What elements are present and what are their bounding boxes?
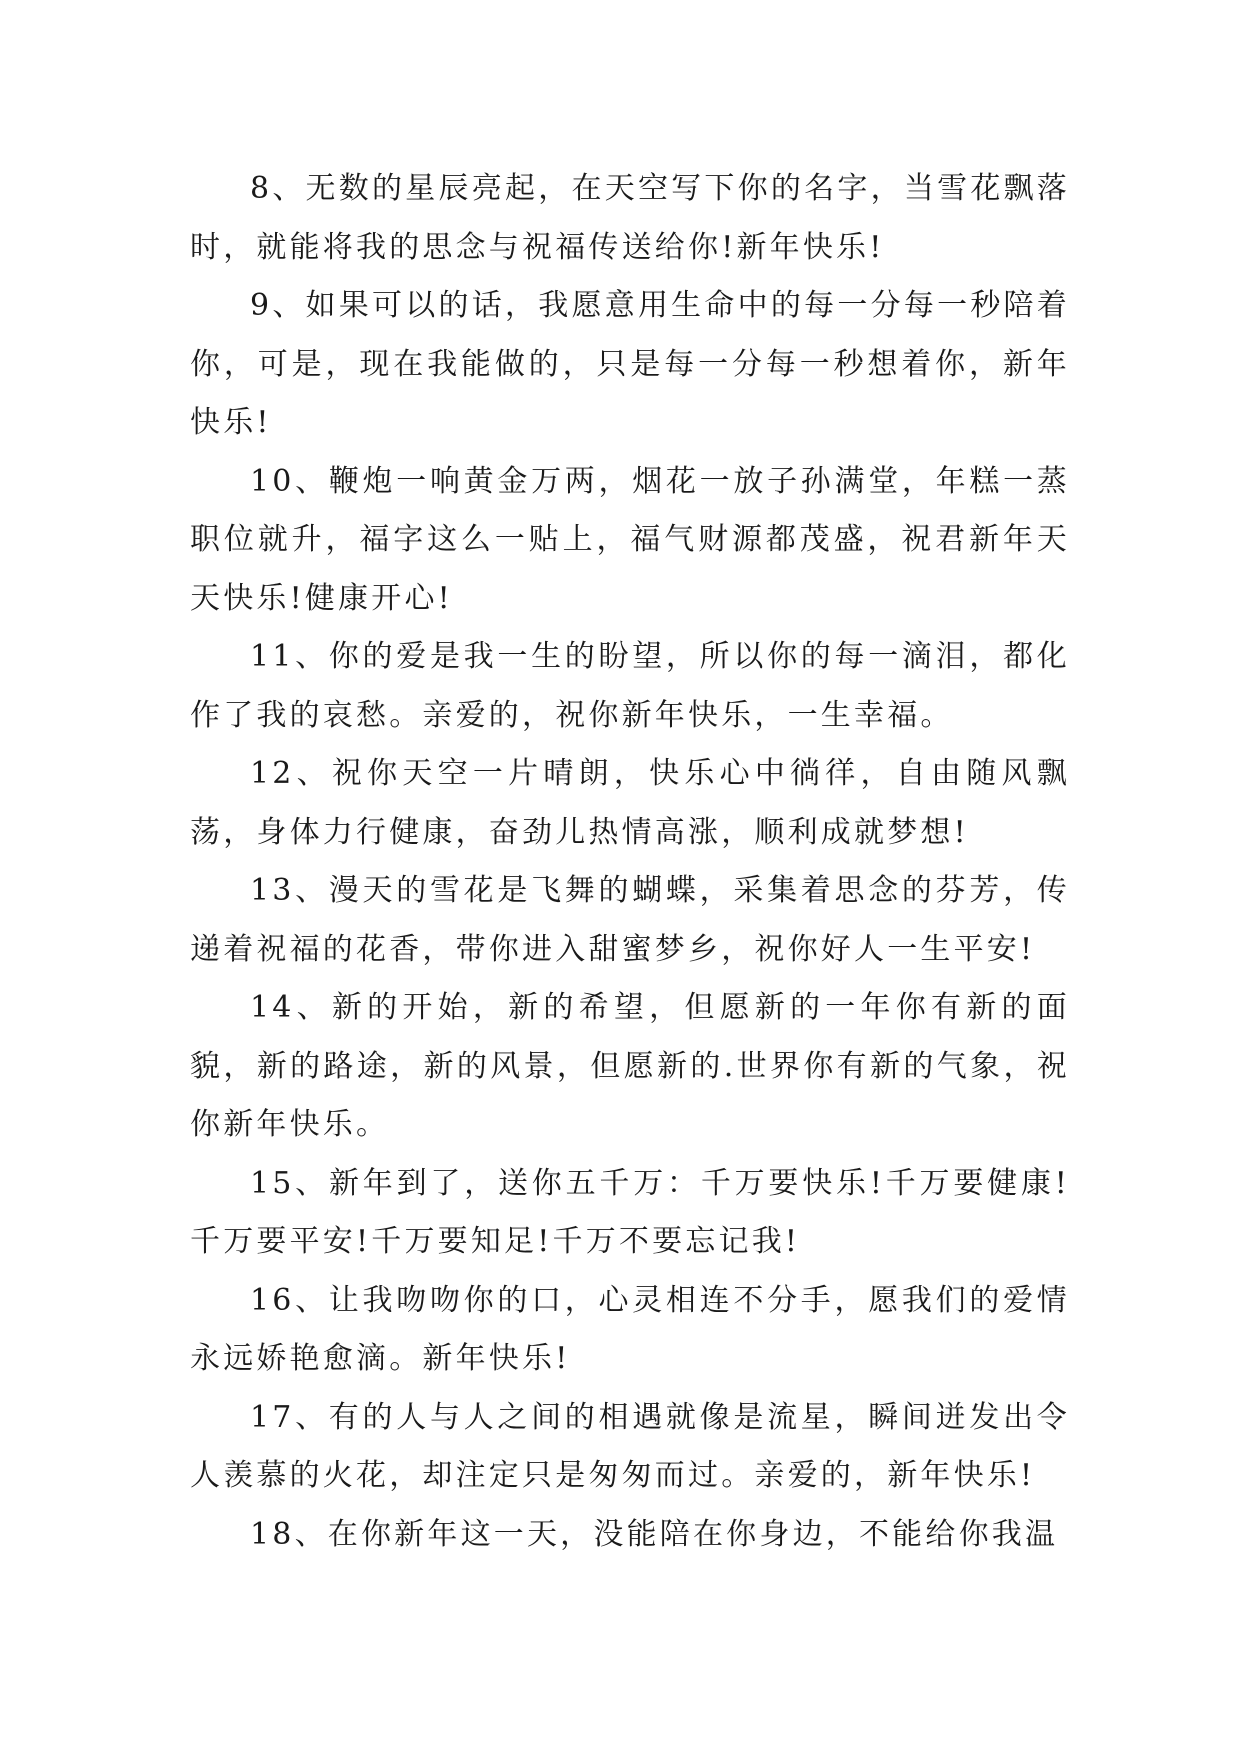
paragraph-18: 18、在你新年这一天，没能陪在你身边，不能给你我温 — [250, 1516, 1059, 1552]
paragraph-10: 10、鞭炮一响黄金万两，烟花一放子孙满堂，年糕一蒸职位就升，福字这么一贴上，福气财源都茂盛，祝君新年天天快乐!健康开心! — [190, 463, 1070, 616]
paragraph-17: 17、有的人与人之间的相遇就像是流星，瞬间迸发出令人羡慕的火花，却注定只是匆匆而过。亲爱的，新年快乐! — [190, 1399, 1070, 1493]
paragraph-9: 9、如果可以的话，我愿意用生命中的每一分每一秒陪着你，可是，现在我能做的，只是每一分每一秒想着你，新年快乐! — [190, 288, 1070, 440]
paragraph-8: 8、无数的星辰亮起，在天空写下你的名字，当雪花飘落时，就能将我的思念与祝福传送给你!新年快乐! — [190, 171, 1070, 265]
paragraph-15: 15、新年到了，送你五千万：千万要快乐!千万要健康!千万要平安!千万要知足!千万不要忘记我! — [190, 1165, 1070, 1259]
paragraph-13: 13、漫天的雪花是飞舞的蝴蝶，采集着思念的芬芳，传递着祝福的花香，带你进入甜蜜梦乡，祝你好人一生平安! — [190, 873, 1070, 967]
document-body — [190, 160, 1070, 1564]
paragraph-11: 11、你的爱是我一生的盼望，所以你的每一滴泪，都化作了我的哀愁。亲爱的，祝你新年快乐，一生幸福。 — [190, 639, 1070, 733]
paragraph-14: 14、新的开始，新的希望，但愿新的一年你有新的面貌，新的路途，新的风景，但愿新的.世界你有新的气象，祝你新年快乐。 — [190, 990, 1070, 1142]
paragraph-12: 12、祝你天空一片晴朗，快乐心中徜徉，自由随风飘荡，身体力行健康，奋劲儿热情高涨，顺利成就梦想! — [190, 756, 1070, 850]
paragraph-16: 16、让我吻吻你的口，心灵相连不分手，愿我们的爱情永远娇艳愈滴。新年快乐! — [190, 1282, 1070, 1376]
